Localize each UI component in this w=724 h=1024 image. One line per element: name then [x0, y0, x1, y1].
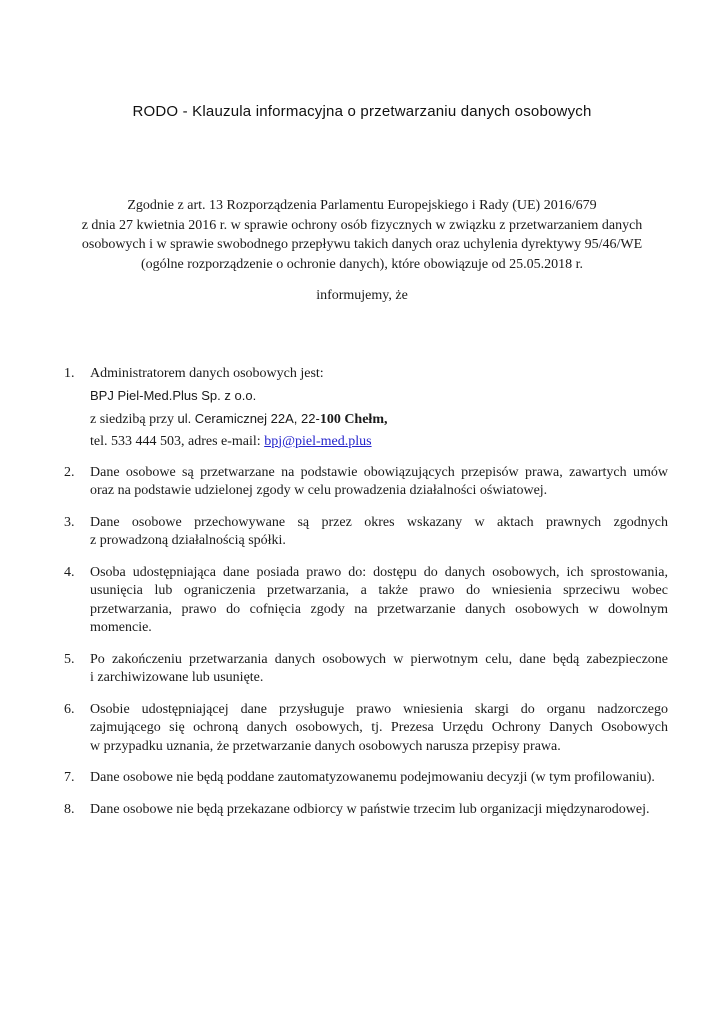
item-line — [90, 431, 668, 453]
text-segment: z prowadzoną działalnością spółki. — [90, 533, 286, 548]
text-segment: oraz na podstawie udzielonej zgody w celu prowadzenia działalności oświatowej. — [90, 483, 548, 498]
item-line — [90, 719, 668, 738]
item-number: 7. — [64, 770, 75, 785]
item-text — [90, 801, 668, 820]
item-number: 6. — [64, 701, 75, 717]
list-item — [64, 363, 668, 453]
item-text — [90, 564, 668, 638]
text-segment: Dane osobowe są przetwarzane na podstawie obowiązujących przepisów prawa, zawartych umów — [90, 464, 668, 480]
item-line — [90, 564, 668, 583]
item-number: 4. — [64, 564, 75, 580]
item-line — [90, 532, 668, 551]
item-number: 8. — [64, 801, 75, 817]
list-item — [64, 464, 668, 501]
text-segment: Administratorem danych osobowych jest: — [90, 365, 324, 381]
item-text — [90, 363, 668, 453]
item-text — [90, 701, 668, 757]
item-line — [90, 482, 668, 501]
intro-line: Zgodnie z art. 13 Rozporządzenia Parlamentu Europejskiego i Rady (UE) 2016/679 — [127, 198, 597, 213]
intro-line: z dnia 27 kwietnia 2016 r. w sprawie ochrony osób fizycznych w związku z przetwarzaniem danych — [81, 217, 643, 233]
list-item — [64, 651, 668, 688]
item-line — [90, 769, 668, 788]
item-line — [90, 514, 668, 533]
text-segment: ul. Ceramicznej 22A, 22- — [177, 410, 320, 426]
text-segment: Osoba udostępniająca dane posiada prawo do: dostępu do danych osobowych, ich sprostowania, — [90, 564, 668, 580]
intro-line: (ogólne rozporządzenie o ochronie danych), które obowiązuje od 25.05.2018 r. — [140, 256, 584, 272]
text-segment: usunięcia lub ograniczenia przetwarzania, a także prawo do wniesienia sprzeciwu wobec — [90, 583, 668, 598]
list-item — [64, 514, 668, 551]
text-segment: zajmującego się ochroną danych osobowych, tj. Prezesa Urzędu Ochrony Danych Osobowych — [90, 720, 668, 735]
item-text — [90, 651, 668, 688]
text-segment: momencie. — [90, 620, 152, 635]
intro-conclusion: informujemy, że — [316, 288, 408, 303]
list-item — [64, 801, 668, 820]
text-segment: Dane osobowe przechowywane są przez okres wskazany w aktach prawnych zgodnych — [90, 514, 668, 530]
intro-paragraph — [56, 196, 668, 274]
item-number: 5. — [64, 651, 75, 667]
item-line — [90, 701, 668, 720]
text-segment: i zarchiwizowane lub usunięte. — [90, 670, 264, 685]
email-link[interactable]: bpj@piel-med.plus — [264, 433, 372, 449]
text-segment: w przypadku uznania, że przetwarzanie danych osobowych narusza przepisy prawa. — [90, 738, 561, 754]
item-number: 1. — [64, 365, 75, 381]
text-segment: Dane osobowe nie będą przekazane odbiorcy w państwie trzecim lub organizacji międzynarodowej. — [90, 801, 650, 817]
item-line — [90, 669, 668, 688]
item-line — [90, 363, 668, 385]
text-segment: przetwarzania, prawo do cofnięcia zgody na przetwarzanie danych osobowych w dowolnym — [90, 601, 668, 617]
list-item — [64, 701, 668, 757]
text-segment: Dane osobowe nie będą poddane zautomatyzowanemu podejmowaniu decyzji (w tym profilowaniu). — [90, 770, 655, 785]
numbered-list — [56, 363, 668, 820]
item-line — [90, 385, 668, 408]
item-text — [90, 769, 668, 788]
item-number: 2. — [64, 464, 75, 480]
text-segment: Osobie udostępniającej dane przysługuje prawo wniesienia skargi do organu nadzorczego — [90, 701, 668, 717]
item-number: 3. — [64, 514, 75, 530]
text-segment: tel. 533 444 503, adres e-mail: — [90, 433, 265, 449]
page-title: RODO - Klauzula informacyjna o przetwarzaniu danych osobowych — [132, 103, 592, 120]
text-segment: 100 Chełm, — [319, 411, 388, 427]
item-line — [90, 601, 668, 620]
list-item — [64, 769, 668, 788]
item-line — [90, 408, 668, 431]
item-line — [90, 651, 668, 670]
item-line — [90, 619, 668, 638]
item-text — [90, 514, 668, 551]
item-line — [90, 464, 668, 483]
item-line — [90, 582, 668, 601]
text-segment: Po zakończeniu przetwarzania danych osobowych w pierwotnym celu, dane będą zabezpieczone — [90, 651, 668, 667]
list-item — [64, 564, 668, 638]
item-line — [90, 801, 668, 820]
item-line — [90, 738, 668, 757]
intro-line: osobowych i w sprawie swobodnego przepływu takich danych oraz uchylenia dyrektywy 95/46/WE — [81, 237, 643, 252]
item-text — [90, 464, 668, 501]
text-segment: z siedzibą przy — [90, 411, 178, 427]
text-segment: BPJ Piel-Med.Plus Sp. z o.o. — [90, 387, 257, 403]
